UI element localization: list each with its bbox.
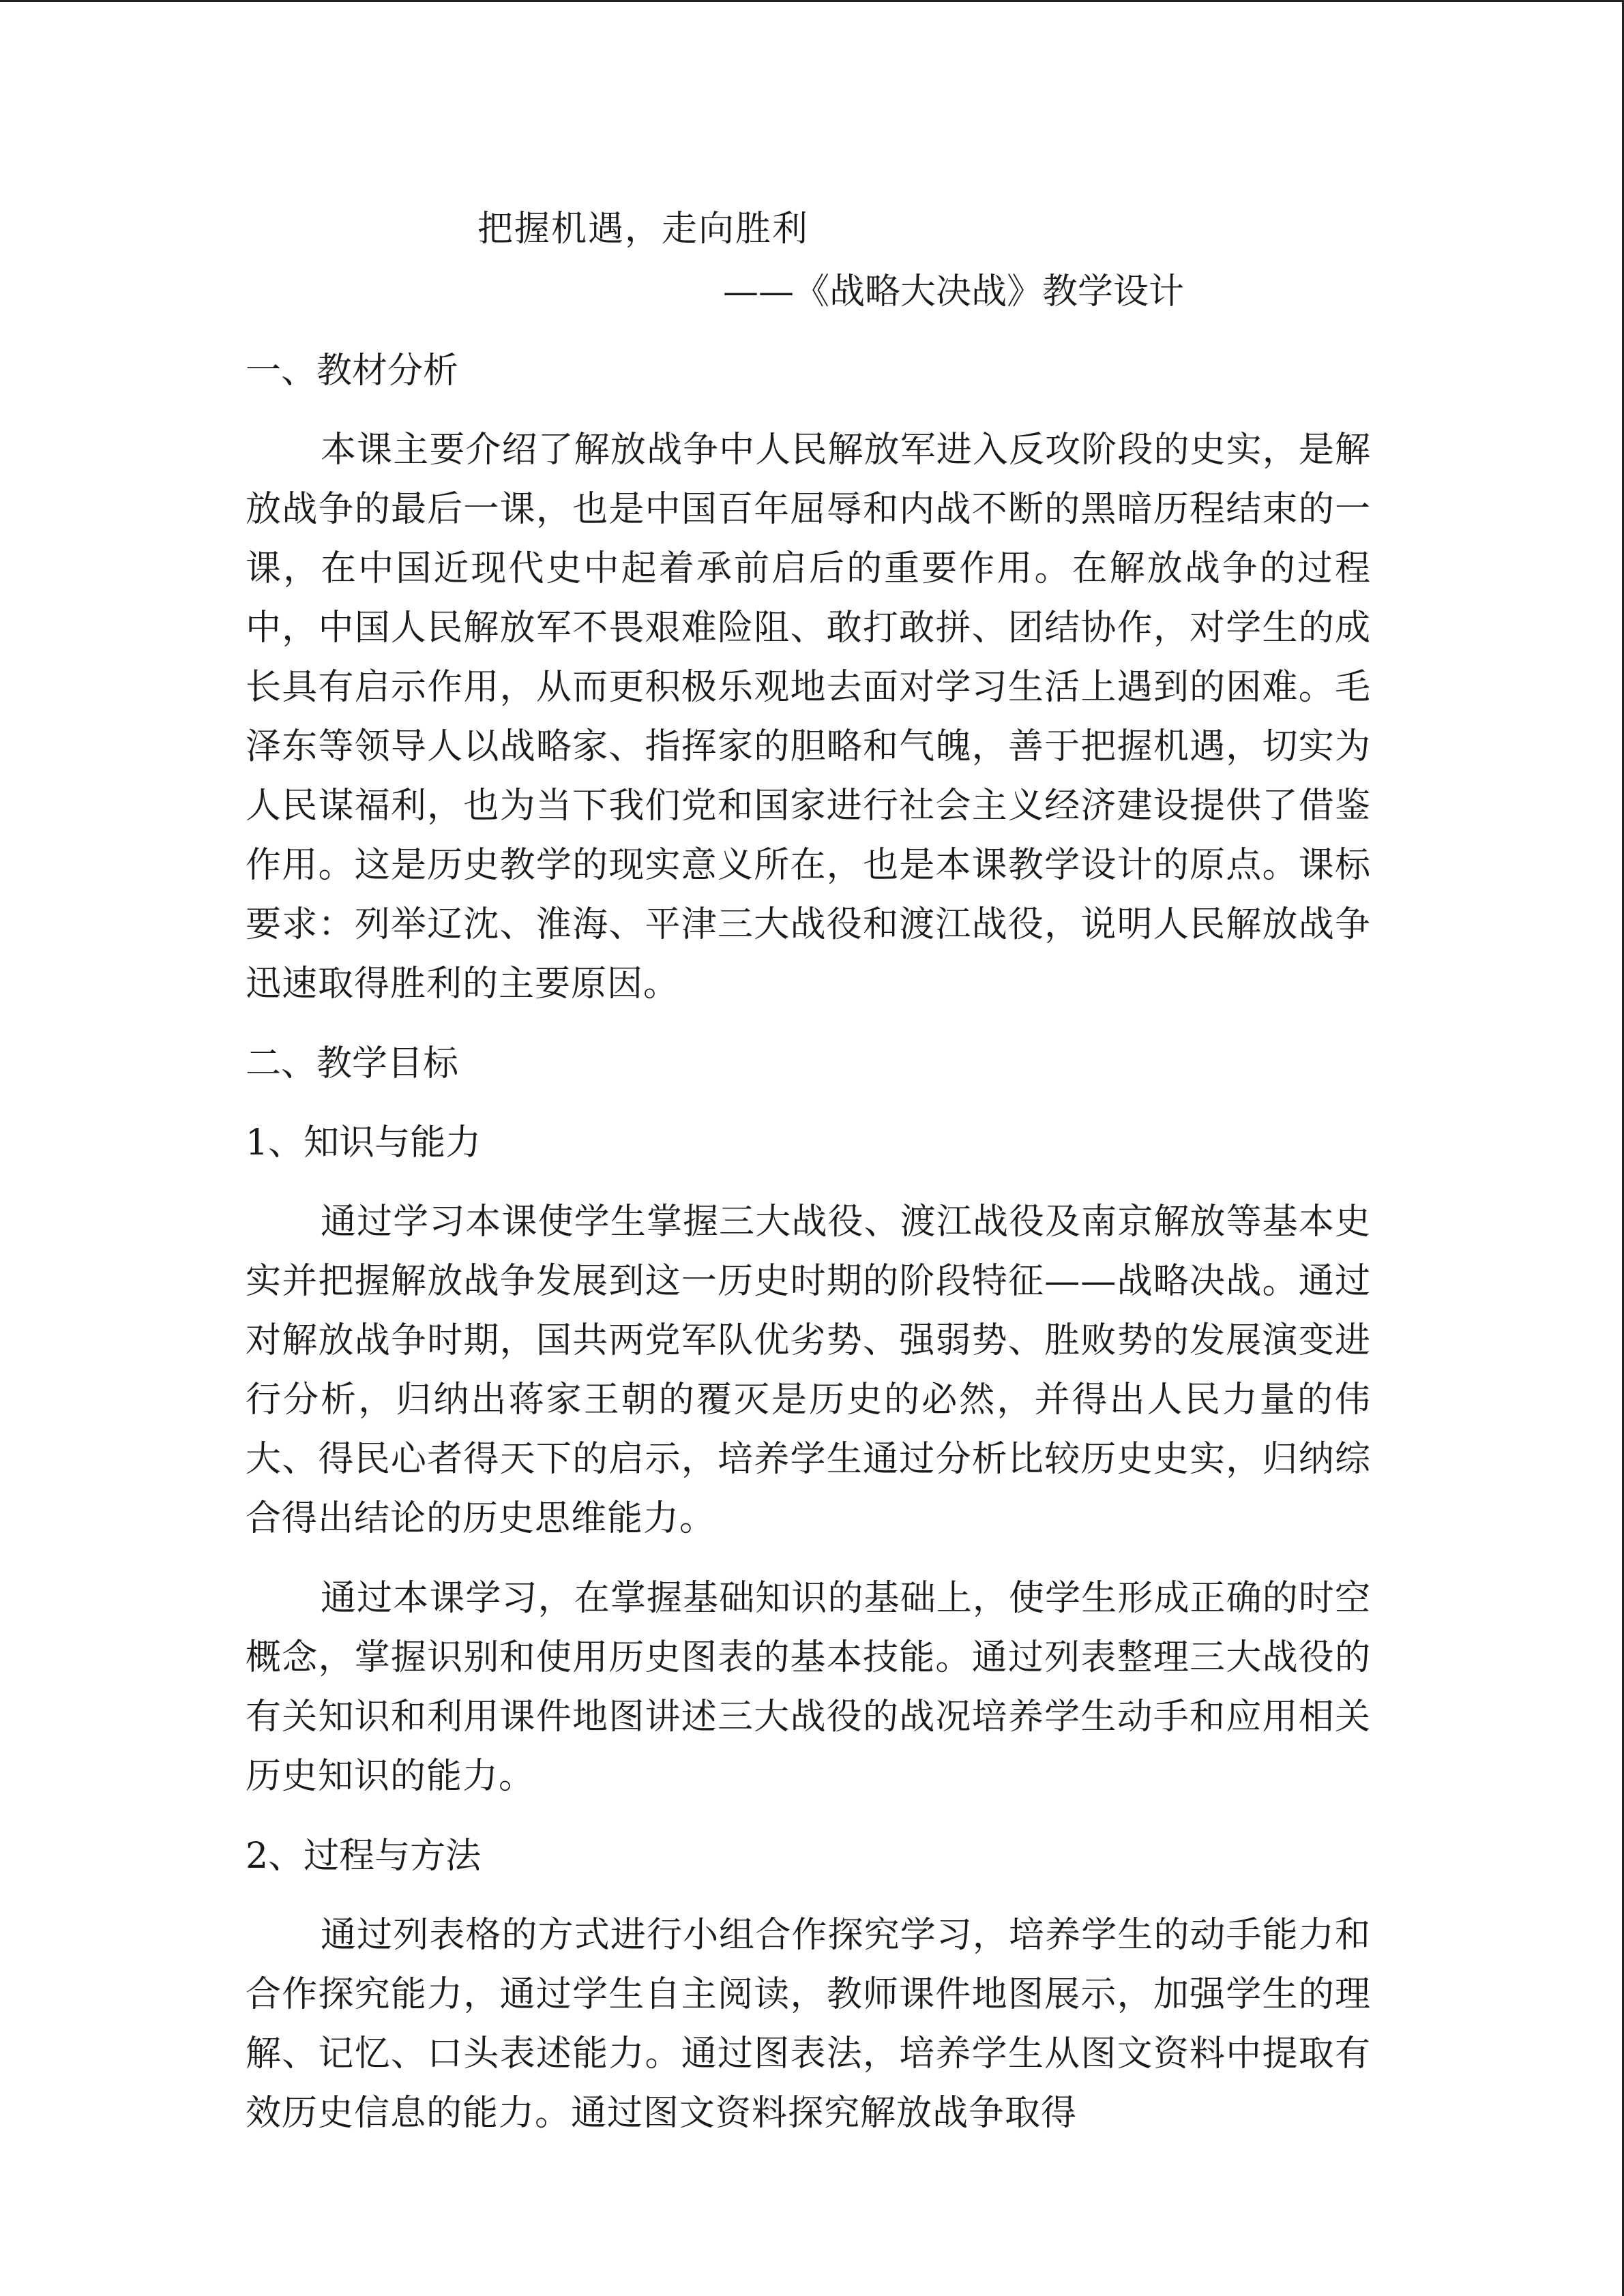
section-heading-teaching-goals: 二、教学目标 [246,1043,459,1084]
document-subtitle: ——《战略大决战》教学设计 [723,271,1185,312]
document-body [246,200,1371,2164]
subsection-heading-process-method: 2、过程与方法 [246,1836,482,1877]
document-title: 把握机遇，走向胜利 [477,209,810,250]
section-heading-textbook-analysis: 一、教材分析 [246,351,459,391]
paragraph-textbook-analysis: 本课主要介绍了解放战争中人民解放军进入反攻阶段的史实，是解放战争的最后一课，也是中国百年屈辱和内战不断的黑暗历程结束的一课，在中国近现代史中起着承前启后的重要作用。在解放战争的过程中，中国人民解放军不畏艰难险阻、敢打敢拼、团结协作，对学生的成长具有启示作用，从而更积极乐观地去面对学习生活上遇到的困难。毛泽东等领导人以战略家、指挥家的胆略和气魄，善于把握机遇，切实为人民谋福利，也为当下我们党和国家进行社会主义经济建设提供了借鉴作用。这是历史教学的现实意义所在，也是本课教学设计的原点。课标要求：列举辽沈、淮海、平津三大战役和渡江战役，说明人民解放战争迅速取得胜利的主要原因。 [246,430,1371,1004]
paragraph-knowledge-ability-1: 通过学习本课使学生掌握三大战役、渡江战役及南京解放等基本史实并把握解放战争发展到这一历史时期的阶段特征——战略决战。通过对解放战争时期，国共两党军队优劣势、强弱势、胜败势的发展演变进行分析，归纳出蒋家王朝的覆灭是历史的必然，并得出人民力量的伟大、得民心者得天下的启示，培养学生通过分析比较历史史实，归纳综合得出结论的历史思维能力。 [246,1202,1371,1539]
paragraph-knowledge-ability-2: 通过本课学习，在掌握基础知识的基础上，使学生形成正确的时空概念，掌握识别和使用历史图表的基本技能。通过列表整理三大战役的有关知识和利用课件地图讲述三大战役的战况培养学生动手和应用相关历史知识的能力。 [246,1578,1371,1797]
subsection-heading-knowledge-ability: 1、知识与能力 [246,1122,482,1163]
paragraph-process-method: 通过列表格的方式进行小组合作探究学习，培养学生的动手能力和合作探究能力，通过学生自主阅读，教师课件地图展示，加强学生的理解、记忆、口头表述能力。通过图表法，培养学生从图文资料中提取有效历史信息的能力。通过图文资料探究解放战争取得 [246,1915,1371,2134]
